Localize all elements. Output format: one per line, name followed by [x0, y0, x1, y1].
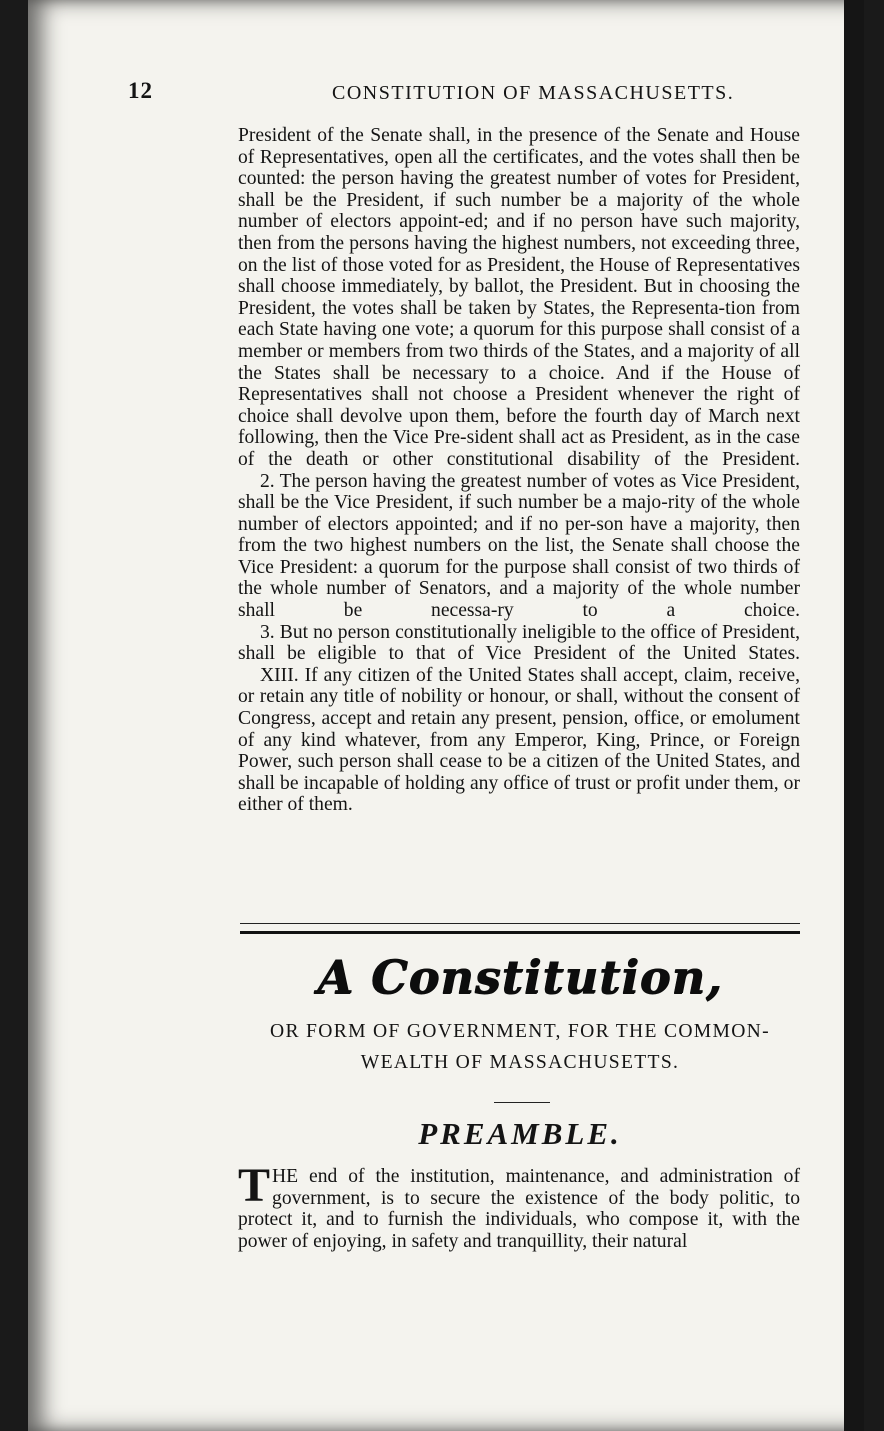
running-head: CONSTITUTION OF MASSACHUSETTS.	[332, 82, 735, 104]
paragraph-eligibility: 3. But no person constitutionally ineligible to the office of President, shall be eligible to that of Vice President of the United States.	[238, 621, 800, 665]
page-edge-shadow	[844, 0, 864, 1431]
body-text	[238, 125, 800, 816]
section-rule-thin	[240, 923, 800, 924]
page-number: 12	[128, 78, 153, 103]
dropcap-letter: T	[238, 1159, 271, 1212]
preamble-text: HE end of the institution, maintenance, and administration of government, is to secure the existence of the body politic, to protect it, and to furnish the individuals, who compose it, with the power of enjoying, in safety and tranquillity, their natural	[238, 1166, 800, 1252]
preamble-text-block	[238, 1159, 800, 1252]
section-subtitle-line-2: WEALTH OF MASSACHUSETTS.	[360, 1052, 680, 1073]
section-subtitle-line-1: OR FORM OF GOVERNMENT, FOR THE COMMON-	[270, 1021, 770, 1042]
preamble-paragraph	[238, 1159, 800, 1252]
paragraph-president-election: President of the Senate shall, in the presence of the Senate and House of Representatives, open all the certificates, and the votes shall then be counted: the person having the greatest number of votes for President, shall be the President, if such number be a majority of the whole number of electors appoint-ed; and if no person have such majority, then from the persons having the highest numbers, not exceeding three, on the list of those voted for as President, the House of Representatives shall choose immediately, by ballot, the President. But in choosing the President, the votes shall be taken by States, the Representa-tion from each State having one vote; a quorum for this purpose shall consist of a member or members from two thirds of the States, and a majority of all the States shall be necessary to a choice. And if the House of Representatives shall not choose a President whenever the right of choice shall devolve upon them, before the fourth day of March next following, then the Vice Pre-sident shall act as President, as in the case of the death or other constitutional disability of the President.	[238, 125, 800, 470]
short-divider-rule	[494, 1102, 550, 1103]
paragraph-article-xiii: XIII. If any citizen of the United States shall accept, claim, receive, or retain any title of nobility or honour, or shall, without the consent of Congress, accept and retain any present, pension, office, or emolument of any kind whatever, from any Emperor, King, Prince, or Foreign Power, such person shall cease to be a citizen of the United States, and shall be incapable of holding any office of trust or profit under them, or either of them.	[238, 664, 800, 816]
paragraph-vice-president: 2. The person having the greatest number of votes as Vice President, shall be the Vice President, if such number be a majo-rity of the whole number of electors appointed; and if no per-son have a majority, then from the two highest numbers on the list, the Senate shall choose the Vice President: a quorum for the purpose shall consist of two thirds of the whole number of Senators, and a majority of the whole number shall be necessa-ry to a choice.	[238, 470, 800, 622]
section-rule-thick	[240, 931, 800, 934]
section-title: A Constitution,	[317, 950, 723, 1004]
preamble-heading: PREAMBLE.	[418, 1116, 622, 1151]
